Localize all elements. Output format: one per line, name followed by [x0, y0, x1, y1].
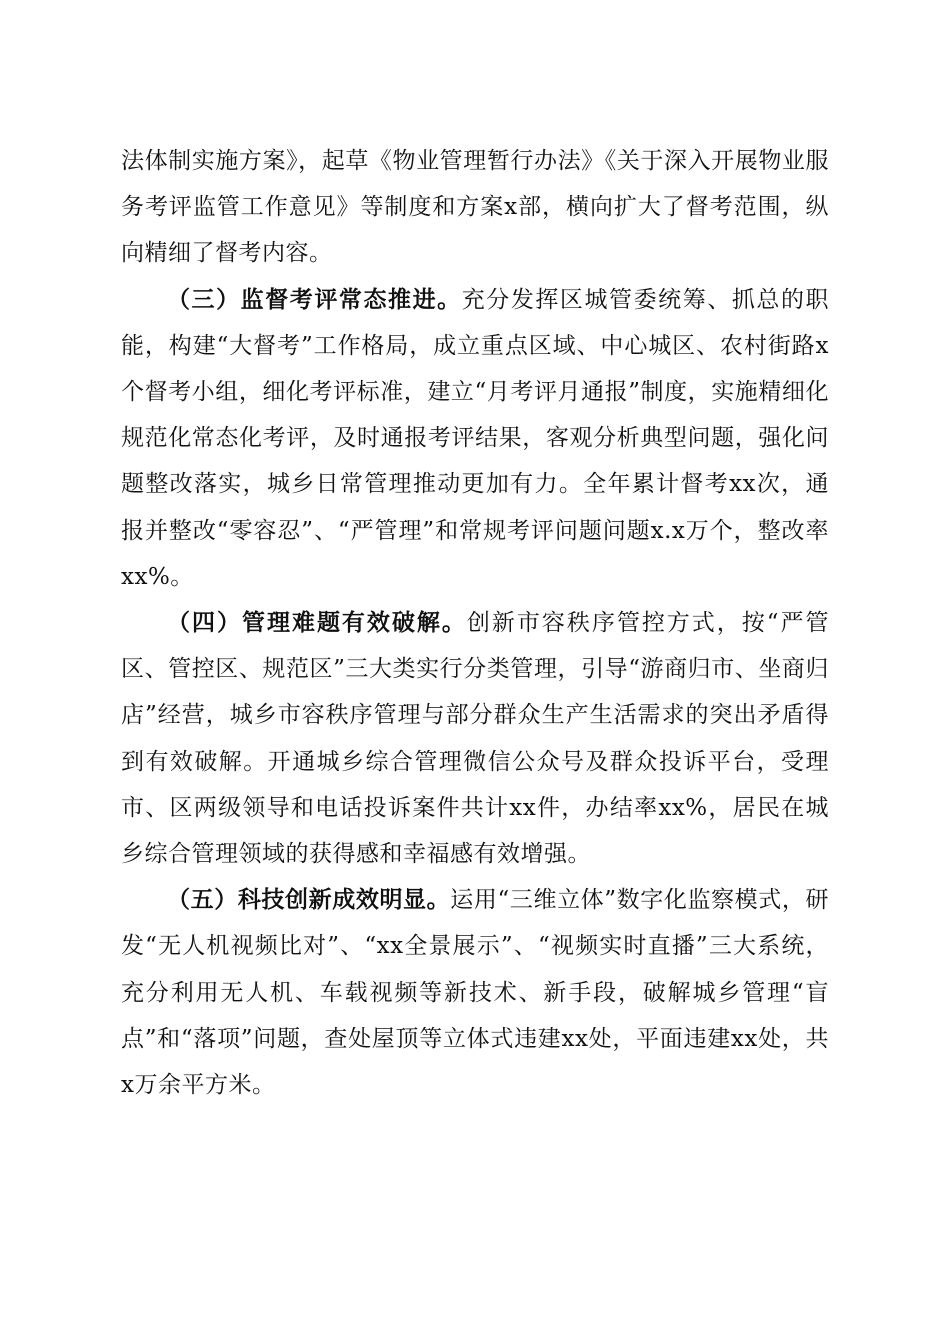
paragraph-continuation	[121, 138, 829, 277]
paragraph-section-5	[121, 877, 829, 1108]
section-heading: （四）管理难题有效破解。	[167, 609, 467, 637]
paragraph-section-3	[121, 277, 829, 600]
paragraph-body: 法体制实施方案》，起草《物业管理暂行办法》《关于深入开展物业服务考评监管工作意见》等制度和方案x部，横向扩大了督考范围，纵向精细了督考内容。	[121, 148, 829, 267]
section-heading: （三）监督考评常态推进。	[167, 285, 462, 313]
document-body	[121, 138, 829, 1108]
paragraph-body: 充分发挥区城管委统筹、抓总的职能，构建“大督考”工作格局，成立重点区域、中心城区、农村街路x个督考小组，细化考评标准，建立“月考评月通报”制度，实施精细化规范化常态化考评，及时通报考评结果，客观分析典型问题，强化问题整改落实，城乡日常管理推动更加有力。全年累计督考xx次，通报并整改“零容忍”、“严管理”和常规考评问题问题x.x万个，整改率xx%。	[121, 286, 830, 590]
paragraph-body: 运用“三维立体”数字化监察模式，研发“无人机视频比对”、“xx全景展示”、“视频实时直播”三大系统，充分利用无人机、车载视频等新技术、新手段，破解城乡管理“盲点”和“落项”问题，查处屋顶等立体式违建xx处，平面违建xx处，共x万余平方米。	[121, 887, 829, 1099]
section-heading: （五）科技创新成效明显。	[167, 886, 451, 914]
paragraph-body: 创新市容秩序管控方式，按“严管区、管控区、规范区”三大类实行分类管理，引导“游商归市、坐商归店”经营，城乡市容秩序管理与部分群众生产生活需求的突出矛盾得到有效破解。开通城乡综合管理微信公众号及群众投诉平台，受理市、区两级领导和电话投诉案件共计xx件，办结率xx%，居民在城乡综合管理领域的获得感和幸福感有效增强。	[121, 610, 830, 868]
paragraph-section-4	[121, 600, 829, 877]
